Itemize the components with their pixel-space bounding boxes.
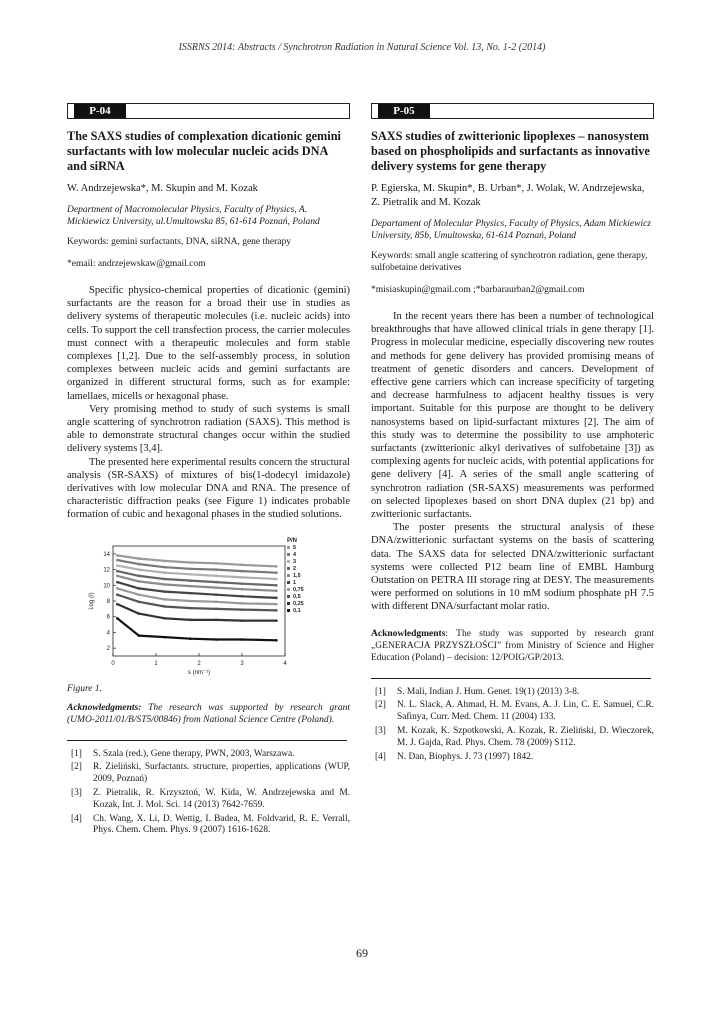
reference-number: [4] [375,751,386,762]
legend-title: P/N [287,537,298,544]
affiliation-p04: Department of Macromolecular Physics, Faculty of Physics, A. Mickiewicz University, ul.Umultowska 85, 61-614 Poznań, Poland [67,205,320,227]
legend-label: 5 [293,544,297,551]
data-point [215,600,218,603]
abstract-tag-p04: P-04 [74,104,126,118]
body-text-p05 [371,310,654,614]
data-point [215,568,218,571]
data-point [275,596,278,599]
running-header: ISSRNS 2014: Abstracts / Synchrotron Radiation in Natural Science Vol. 13, No. 1-2 (2014) [178,42,546,53]
data-point [163,635,166,638]
acknowledgments-p05 [371,628,654,664]
data-point [215,607,218,610]
data-point [275,584,278,587]
x-axis-label: s (nm⁻¹) [187,669,211,676]
ack-label: Acknowledgments: [67,702,142,713]
reference-text: R. Zieliński, Surfactants. structure, properties, applications (WUP, 2009, Poznań) [93,762,350,785]
legend-label: 1,5 [293,572,301,579]
legend-label: 0,5 [293,593,301,600]
reference-text: M. Kozak, K. Szpotkowski, A. Kozak, R. Zieliński, D. Wieczorek, M. J. Gajda, Rad. Phys. Chem. 78 (2009) S112. [397,726,654,748]
keywords-p05: Keywords: small angle scattering of synchrotron radiation, gene therapy, sulfobetaine derivatives [371,251,648,273]
data-point [163,598,166,601]
acknowledgments-p04 [67,702,350,726]
reference-item [67,788,350,812]
legend-swatch [287,602,290,605]
data-point [163,590,166,593]
references-p04 [67,749,350,838]
y-tick-label: 4 [106,630,110,637]
data-point [116,602,119,605]
legend-label: 4 [293,551,297,558]
legend-swatch [287,560,290,563]
section-bar-p05 [371,103,654,119]
data-point [241,588,244,591]
data-point [275,565,278,568]
data-point [189,637,192,640]
legend-label: 0,1 [293,607,301,614]
data-point [163,617,166,620]
data-point [215,618,218,621]
reference-number: [2] [71,762,82,773]
data-point [163,577,166,580]
data-point [116,574,119,577]
email-p04: *email: andrzejewskaw@gmail.com [67,259,206,269]
data-point [189,599,192,602]
authors-p04: W. Andrzejewska*, M. Skupin and M. Kozak [67,183,258,194]
y-tick-label: 14 [103,551,110,558]
data-point [138,612,141,615]
keywords-p04: Keywords: gemini surfactants, DNA, siRNA, gene therapy [67,237,291,247]
figure-1-saxs-chart [67,528,307,678]
data-point [163,583,166,586]
x-tick-label: 4 [283,660,287,667]
data-point [275,639,278,642]
legend-swatch [287,588,290,591]
abstract-p05 [371,103,654,765]
data-point [215,562,218,565]
data-point [241,576,244,579]
abstract-p04 [67,103,350,839]
reference-item [371,726,654,750]
abstract-tag-p05: P-05 [378,104,430,118]
data-point [215,586,218,589]
data-point [116,617,119,620]
data-point [275,619,278,622]
data-point [275,609,278,612]
legend-swatch [287,567,290,570]
y-tick-label: 6 [106,614,110,621]
y-axis-label: Log (I) [89,591,95,610]
data-point [138,634,141,637]
reference-item [67,762,350,786]
data-point [241,602,244,605]
reference-item [371,687,654,699]
data-point [241,595,244,598]
data-point [241,569,244,572]
data-point [138,568,141,571]
data-point [215,580,218,583]
y-tick-label: 10 [103,582,110,589]
data-point [116,558,119,561]
data-point [241,582,244,585]
body-text-p04 [67,284,350,522]
y-tick-label: 2 [106,645,110,652]
reference-text: S. Mali, Indian J. Hum. Genet. 19(1) (2013) 3-8. [397,686,580,697]
legend-swatch [287,595,290,598]
data-point [215,593,218,596]
legend-swatch [287,553,290,556]
reference-text: N. L. Slack, A. Ahmad, H. M. Evans, A. J. Lin, C. E. Samuel, C.R. Safinya, Curr. Med. Chem. 11 (2004) 133. [397,700,654,723]
data-point [116,569,119,572]
data-point [189,579,192,582]
data-point [138,593,141,596]
legend-label: 0,75 [293,586,304,593]
data-point [116,554,119,557]
reference-number: [2] [375,700,386,711]
paragraph: Very promising method to study of such systems is small angle scattering of synchrotron radiation (SAXS). This method is able to demonstrate structural changes occur within the studied delivery systems [3,4]. [67,403,350,455]
series-line [117,604,276,621]
affiliation-p05: Departament of Molecular Physics, Faculty of Physics, Adam Mickiewicz University, 85b, Umultowska, 61-614 Poznań, Poland [371,219,652,241]
legend-swatch [287,581,290,584]
data-point [116,580,119,583]
data-point [163,605,166,608]
reference-number: [3] [71,788,82,799]
data-point [163,559,166,562]
ack-text: The research was supported by research grant (UMO-2011/01/B/ST5/00846) from National Science Centre (Poland). [67,702,350,725]
data-point [189,618,192,621]
references-p05 [371,687,654,764]
data-point [138,580,141,583]
y-tick-label: 12 [103,567,110,574]
reference-number: [4] [71,813,82,824]
data-point [189,606,192,609]
reference-item [67,749,350,761]
legend-label: 3 [293,558,297,565]
data-point [189,573,192,576]
x-tick-label: 2 [197,660,201,667]
abstract-title-p04: The SAXS studies of complexation dicationic gemini surfactants with low molecular nucleic acids DNA and siRNA [67,129,341,173]
x-tick-label: 1 [154,660,158,667]
data-point [138,574,141,577]
page-number: 69 [356,946,368,960]
authors-p05: P. Egierska, M. Skupin*, B. Urban*, J. Wolak, W. Andrzejewska, Z. Pietralik and M. Kozak [371,183,645,208]
legend-label: 1 [293,579,297,586]
reference-text: Z. Pietralik, R. Krzysztoń, W. Kida, W. Andrzejewska and M. Kozak, Int. J. Mol. Sci. 14 (2013) 7642-7659. [93,788,350,810]
data-point [138,562,141,565]
data-point [116,564,119,567]
paragraph: Specific physico-chemical properties of dicationic (gemini) surfactants are the reason for a broad their use in studies as delivery systems of therapeutic molecules (i.e. nucleic acids) into cells. To support the cell transfection process, the carrier molecules must connect with a therapeutic molecules and form stable complexes [1,2]. Due to the self-assembly process, in solution complexes between nucleic acids and gemini surfactants are organized in different structural forms, such as for example: lamellaes, micells or hexagonal phase. [67,285,350,402]
paragraph: In the recent years there has been a number of technological breakthroughs that have allowed clinical trials in gene therapy [1]. Progress in molecular medicine, especially discovering new routes and methods for gene delivery has provided promising means of treatment of genetic disorders and cancers. Development of effective gene carriers which can increase specificity of targeting and decrease harmfulness to adjacent healthy tissues is very important. Suitable for this purpose are thought to be delivery nanosystems based on lipid-surfactant mixtures [2]. The aim of this study was to determine the possibility to use amphoteric surfactants (zwitterionic alkyl derivatives of sulfobetaine [3]) as complexing agents for nucleic acids, with potential applications for gene delivery [4]. A series of the small angle scattering of synchrotron radiation (SR-SAXS) measurements was performed on selected lipoplexes based on short DNA duplex (21 bp) and zwitterionic surfactants. [371,311,654,521]
data-point [163,571,166,574]
legend-swatch [287,609,290,612]
data-point [189,567,192,570]
reference-text: N. Dan, Biophys. J. 73 (1997) 1842. [397,751,534,762]
data-point [275,571,278,574]
section-bar-p04 [67,103,350,119]
data-point [241,563,244,566]
data-point [275,602,278,605]
data-point [163,566,166,569]
references-divider [67,740,347,741]
references-divider [371,678,651,679]
legend-swatch [287,546,290,549]
data-point [138,557,141,560]
ack-label: Acknowledgments [371,628,446,639]
data-point [275,577,278,580]
data-point [215,574,218,577]
x-tick-label: 0 [111,660,115,667]
reference-number: [3] [375,726,386,737]
data-point [189,591,192,594]
y-tick-label: 8 [106,598,110,605]
data-point [138,600,141,603]
data-point [116,587,119,590]
abstract-title-p05: SAXS studies of zwitterionic lipoplexes – nanosystem based on phospholipids and surfactants as innovative delivery systems for gene therapy [371,129,650,173]
legend-swatch [287,574,290,577]
ack-text: : The study was supported by research grant „GENERACJA PRZYSZŁOŚCI” from Ministry of Science and Higher Education (Poland) – decision: 12/POIG/GP/2013. [371,628,654,663]
data-point [138,587,141,590]
x-tick-label: 3 [240,660,244,667]
data-point [241,638,244,641]
data-point [215,638,218,641]
legend-label: 2 [293,565,297,572]
data-point [241,619,244,622]
data-point [241,608,244,611]
reference-item [371,700,654,724]
paragraph: The presented here experimental results concern the structural analysis (SR-SAXS) of mixtures of bis(1-dodecyl imidazole) derivatives with low molecular DNA and RNA. The presence of characteristic diffraction peaks (see Figure 1) indicates probable formation of cubic and hexagonal phases in the studied solutions. [67,456,350,521]
reference-text: Ch. Wang, X. Li, D. Wettig, I. Badea, M. Foldvarid, R. E. Verrall, Phys. Chem. Chem. Phys. 9 (2007) 1616-1628. [93,813,350,836]
reference-number: [1] [375,686,386,697]
reference-item [371,752,654,764]
reference-number: [1] [71,748,82,759]
data-point [189,561,192,564]
reference-text: S. Szala (red.), Gene therapy, PWN, 2003, Warszawa. [93,748,295,759]
data-point [189,584,192,587]
paragraph: The poster presents the structural analysis of these DNA/zwitterionic surfactant systems on the basis of scattering data. The SAXS data for selected DNA/zwitterionic surfactant systems were collected P12 beam line of EMBL Hamburg Outstation on PETRA III storage ring at DESY. The measurements were performed on solutions in 10 mM sodium phosphate pH 7.5 with different DNA/surfactant molar ratio. [371,522,654,613]
data-point [275,589,278,592]
email-p05: *misiaskupin@gmail.com ;*barbaraurban2@gmail.com [371,285,585,295]
legend-label: 0,25 [293,600,304,607]
reference-item [67,814,350,838]
data-point [116,593,119,596]
figure-caption: Figure 1. [67,683,103,694]
